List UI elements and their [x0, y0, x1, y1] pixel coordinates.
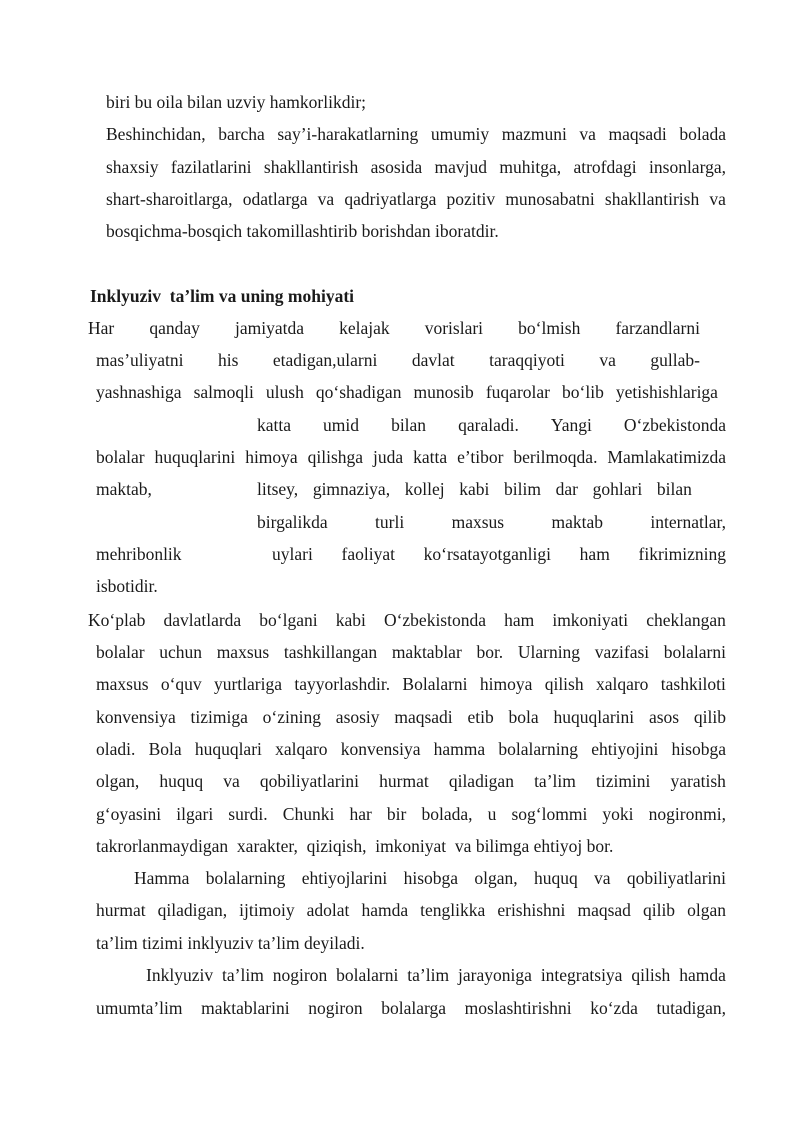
word: say’i-harakatlarning [277, 124, 419, 144]
word: munosib [413, 382, 474, 402]
word: davlatlarda [163, 610, 242, 630]
word: yoki [602, 804, 634, 824]
word: adolat [306, 900, 350, 920]
word: bilan [391, 415, 427, 435]
word: Chunki [282, 804, 335, 824]
word: qadriyatlarga [344, 189, 437, 209]
p2-line-4 [257, 413, 726, 437]
word: hisobga [403, 868, 459, 888]
word: Har [88, 318, 115, 338]
word: va [223, 771, 240, 791]
word: e’tibor [457, 447, 504, 467]
word: xalqaro [275, 739, 328, 759]
word: va [709, 189, 726, 209]
word: sog‘lommi [511, 804, 588, 824]
word: olgan, [96, 771, 140, 791]
word: asos [648, 707, 680, 727]
word: kollej [404, 479, 445, 499]
word: O‘zbekistonda [623, 415, 726, 435]
word: qilishga [307, 447, 364, 467]
p1-line-2 [106, 122, 726, 146]
word: hisobga [671, 739, 726, 759]
word: hamda [679, 965, 726, 985]
word: qanday [149, 318, 200, 338]
word: himoya [479, 674, 533, 694]
word: salmoqli [193, 382, 254, 402]
word: umumiy [430, 124, 490, 144]
word: mazmuni [501, 124, 567, 144]
p2-line-5 [96, 445, 726, 469]
word: cheklangan [646, 610, 726, 630]
word: bola [508, 707, 539, 727]
word: taraqqiyoti [489, 350, 565, 370]
word: bolada, [421, 804, 473, 824]
word: ulush [265, 382, 304, 402]
word: qaraladi. [458, 415, 519, 435]
p1-line-3 [106, 155, 726, 179]
word: konvensiya [96, 707, 176, 727]
word: qiladigan, [157, 900, 228, 920]
word: Inklyuziv [146, 965, 214, 985]
word: bo‘lmish [518, 318, 581, 338]
word: vazifasi [594, 642, 650, 662]
word: qiladigan [448, 771, 514, 791]
word: imkoniyati [552, 610, 629, 630]
word: ko‘zda [590, 998, 638, 1018]
word: dar [555, 479, 579, 499]
word: kabi [335, 610, 366, 630]
p2-line-8a: mehribonlik [96, 544, 182, 564]
word: muhitga, [499, 157, 562, 177]
word: odatlarga [242, 189, 308, 209]
p3-line-8: takrorlanmaydigan xarakter, qiziqish, imkoniyat va bilimga ehtiyoj bor. [96, 836, 614, 856]
word: maktablarini [201, 998, 290, 1018]
p1-line-1: biri bu oila bilan uzviy hamkorlikdir; [106, 92, 367, 112]
word: jarayoniga [458, 965, 532, 985]
word: O‘zbekistonda [383, 610, 486, 630]
word: turli [375, 512, 405, 532]
word: tayyorlashdir. [294, 674, 391, 694]
word: oladi. [96, 739, 136, 759]
p4-line-3: ta’lim tizimi inklyuziv ta’lim deyiladi. [96, 933, 365, 953]
word: Bolalarni [402, 674, 468, 694]
word: hurmat [379, 771, 429, 791]
word: kabi [459, 479, 490, 499]
word: Ko‘plab [88, 610, 146, 630]
word: ham [504, 610, 535, 630]
word: ta’lim [534, 771, 576, 791]
word: maxsus [451, 512, 505, 532]
word: etadigan,ularni [272, 350, 378, 370]
word: Ularning [517, 642, 581, 662]
p4-line-2 [96, 898, 726, 922]
word: davlat [411, 350, 455, 370]
word: uchun [159, 642, 203, 662]
word: bilim [504, 479, 541, 499]
word: surdi. [228, 804, 268, 824]
word: konvensiya [340, 739, 421, 759]
word: Yangi [550, 415, 592, 435]
word: bolalarni [663, 642, 726, 662]
word: yaratish [670, 771, 726, 791]
word: tashkillangan [283, 642, 378, 662]
word: maxsus [216, 642, 270, 662]
word: Hamma [134, 868, 190, 888]
word: huquqlarini [553, 707, 635, 727]
word: nogiron [272, 965, 328, 985]
word: bir [386, 804, 407, 824]
word: gohlari [592, 479, 643, 499]
word: bor. [476, 642, 504, 662]
word: litsey, [257, 479, 299, 499]
word: munosabatni [505, 189, 595, 209]
word: gimnaziya, [312, 479, 391, 499]
word: nogironmi, [648, 804, 726, 824]
p5-line-1 [146, 963, 726, 987]
p2-line-3 [96, 380, 718, 404]
p2-line-9: isbotidir. [96, 576, 158, 596]
section-heading: Inklyuziv ta’lim va uning mohiyati [90, 286, 355, 306]
word: uylari [272, 544, 313, 564]
word: mas’uliyatni [96, 350, 184, 370]
word: birgalikda [257, 512, 328, 532]
p5-line-2 [96, 996, 726, 1020]
p3-line-1 [88, 608, 726, 632]
word: bo‘lgani [259, 610, 318, 630]
word: huquqlarini [154, 447, 236, 467]
word: maqsadi [394, 707, 453, 727]
word: mavjud [434, 157, 487, 177]
word: bolada [679, 124, 726, 144]
p3-line-2 [96, 640, 726, 664]
word: pozitiv [446, 189, 496, 209]
word: qilish [631, 965, 671, 985]
word: qo‘shadigan [315, 382, 402, 402]
word: olgan, [474, 868, 518, 888]
word: g‘oyasini [96, 804, 162, 824]
word: ijtimoiy [239, 900, 295, 920]
word: har [349, 804, 372, 824]
word: moslashtirishni [464, 998, 572, 1018]
word: farzandlarni [615, 318, 700, 338]
word: barcha [218, 124, 265, 144]
word: fuqarolar [485, 382, 550, 402]
word: ehtiyojlarini [301, 868, 388, 888]
p3-line-4 [96, 705, 726, 729]
word: o‘quv [160, 674, 202, 694]
word: qobiliyatlarini [626, 868, 726, 888]
word: ta’lim [222, 965, 264, 985]
word: qilib [693, 707, 726, 727]
word: kelajak [339, 318, 390, 338]
word: maqsad [577, 900, 631, 920]
p3-line-3 [96, 672, 726, 696]
word: hamda [361, 900, 409, 920]
p1-line-4 [106, 187, 726, 211]
word: qilish [544, 674, 584, 694]
word: o‘zining [262, 707, 321, 727]
p3-line-5 [96, 737, 726, 761]
word: vorislari [424, 318, 484, 338]
word: tenglikka [420, 900, 486, 920]
word: hurmat [96, 900, 146, 920]
word: erishishni [497, 900, 566, 920]
word: ilgari [176, 804, 214, 824]
word: faoliyat [341, 544, 395, 564]
word: ham [579, 544, 610, 564]
word: huquq [159, 771, 204, 791]
word: katta [257, 415, 292, 435]
word: jamiyatda [234, 318, 304, 338]
word: yashnashiga [96, 382, 182, 402]
word: maxsus [96, 674, 149, 694]
word: tutadigan, [656, 998, 726, 1018]
word: integratsiya [540, 965, 623, 985]
p2-line-6a: maktab, [96, 479, 152, 499]
word: asosiy [335, 707, 380, 727]
word: va [317, 189, 335, 209]
p2-line-8b [272, 542, 726, 566]
word: qobiliyatlarini [259, 771, 360, 791]
p3-line-7 [96, 802, 726, 826]
word: insonlarga, [649, 157, 726, 177]
word: va [594, 868, 611, 888]
word: Beshinchidan, [106, 124, 206, 144]
word: shakllantirish [263, 157, 359, 177]
word: shart-sharoitlarga, [106, 189, 233, 209]
word: atrofdagi [573, 157, 637, 177]
p1-line-5: bosqichma-bosqich takomillashtirib borishdan iboratdir. [106, 221, 499, 241]
p2-line-7 [257, 510, 726, 534]
word: juda [373, 447, 404, 467]
word: va [579, 124, 596, 144]
word: bolalarga [381, 998, 447, 1018]
word: bo‘lib [562, 382, 604, 402]
word: bilan [656, 479, 692, 499]
word: yetishishlariga [615, 382, 718, 402]
word: umumta’lim [96, 998, 183, 1018]
word: himoya [245, 447, 298, 467]
word: shaxsiy [106, 157, 159, 177]
word: nogiron [308, 998, 363, 1018]
word: his [217, 350, 239, 370]
word: bolalarning [498, 739, 579, 759]
word: katta [413, 447, 448, 467]
word: bolalar [96, 447, 145, 467]
word: bolalarning [205, 868, 286, 888]
p2-line-1 [88, 316, 700, 340]
word: qilib [642, 900, 676, 920]
word: yurtlariga [213, 674, 283, 694]
word: fikrimizning [638, 544, 726, 564]
word: fazilatlarini [170, 157, 252, 177]
word: internatlar, [650, 512, 726, 532]
p2-line-6b [257, 477, 692, 501]
word: Mamlakatimizda [607, 447, 726, 467]
word: gullab- [650, 350, 700, 370]
word: maqsadi [608, 124, 667, 144]
word: ko‘rsatayotganligi [423, 544, 551, 564]
word: u [487, 804, 497, 824]
p2-line-2 [96, 348, 700, 372]
word: Bola [148, 739, 182, 759]
word: maktab [551, 512, 603, 532]
word: xalqaro [595, 674, 649, 694]
word: maktablar [391, 642, 462, 662]
word: ta’lim [407, 965, 450, 985]
word: bolalarni [336, 965, 399, 985]
word: berilmoqda. [513, 447, 598, 467]
p4-line-1 [134, 866, 726, 890]
word: tizimini [595, 771, 651, 791]
word: tashkiloti [660, 674, 726, 694]
word: huquq [533, 868, 578, 888]
word: bolalar [96, 642, 145, 662]
word: shakllantirish [604, 189, 700, 209]
word: etib [467, 707, 494, 727]
p3-line-6 [96, 769, 726, 793]
word: tizimiga [190, 707, 248, 727]
word: hamma [433, 739, 486, 759]
word: olgan [687, 900, 726, 920]
word: huquqlari [194, 739, 262, 759]
word: umid [323, 415, 360, 435]
word: ehtiyojini [591, 739, 659, 759]
word: asosida [370, 157, 423, 177]
word: va [599, 350, 616, 370]
